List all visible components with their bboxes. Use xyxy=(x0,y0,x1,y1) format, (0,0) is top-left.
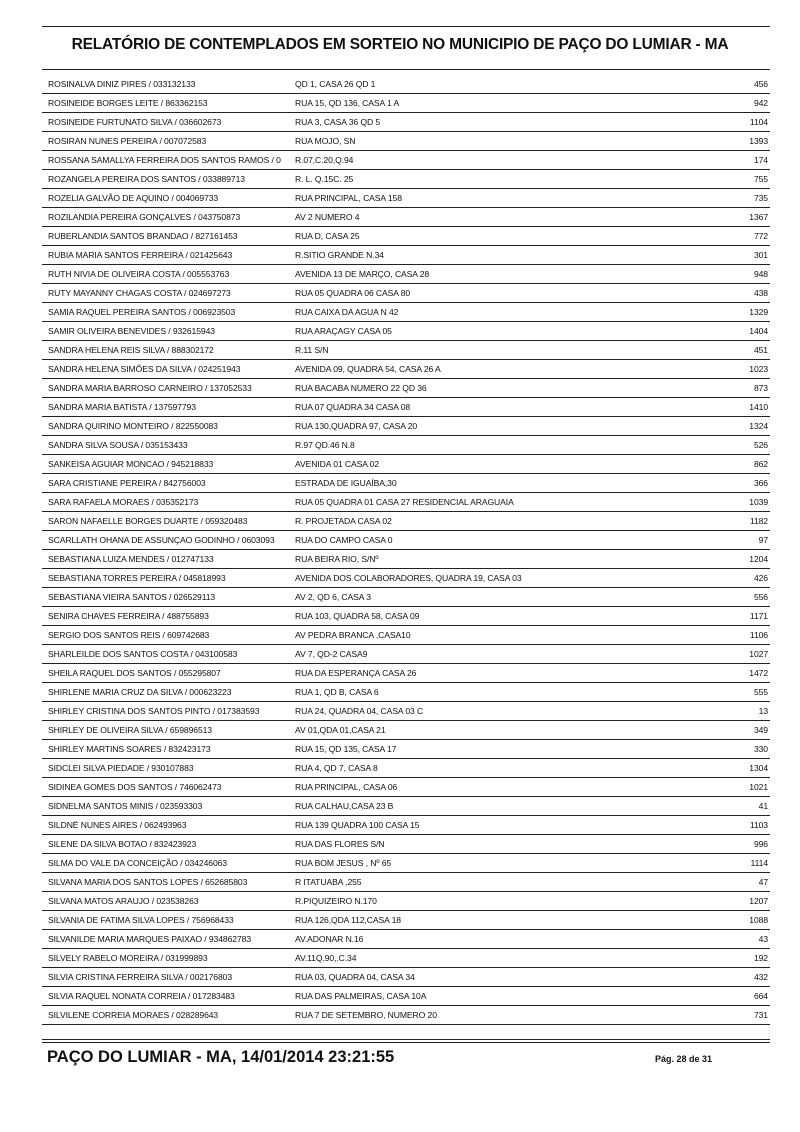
table-row xyxy=(42,968,770,987)
table-row xyxy=(42,360,770,379)
beneficiary-name-id: SHIRLEY DE OLIVEIRA SILVA / 659896513 xyxy=(48,725,212,735)
table-row xyxy=(42,341,770,360)
draw-number: 1404 xyxy=(749,326,768,336)
beneficiary-name-id: RUTH NIVIA DE OLIVEIRA COSTA / 005553763 xyxy=(48,269,230,279)
draw-number: 664 xyxy=(753,991,768,1001)
beneficiary-name-id: SILVIA CRISTINA FERREIRA SILVA / 002176803 xyxy=(48,972,232,982)
table-row xyxy=(42,132,770,151)
table-row xyxy=(42,588,770,607)
address: AVENIDA 01 CASA 02 xyxy=(295,459,380,469)
address: RUA 24, QUADRA 04, CASA 03 C xyxy=(295,706,424,716)
draw-number: 526 xyxy=(753,440,768,450)
draw-number: 731 xyxy=(753,1010,768,1020)
table-row xyxy=(42,550,770,569)
address: RUA D, CASA 25 xyxy=(295,231,360,241)
page-number: Pág. 28 de 31 xyxy=(655,1054,713,1064)
table-row xyxy=(42,1006,770,1025)
address: RUA 130,QUADRA 97, CASA 20 xyxy=(295,421,418,431)
beneficiary-name-id: SIDNELMA SANTOS MINIS / 023593303 xyxy=(48,801,203,811)
address: RUA 139 QUADRA 100 CASA 15 xyxy=(295,820,420,830)
address: AVENIDA DOS COLABORADORES, QUADRA 19, CASA 03 xyxy=(295,573,522,583)
table-row xyxy=(42,94,770,113)
address: RUA CALHAU,CASA 23 B xyxy=(295,801,394,811)
draw-number: 456 xyxy=(753,79,768,89)
table-row xyxy=(42,607,770,626)
address: RUA DAS PALMEIRAS, CASA 10A xyxy=(295,991,427,1001)
draw-number: 43 xyxy=(758,934,768,944)
draw-number: 873 xyxy=(753,383,768,393)
table-row xyxy=(42,664,770,683)
address: RUA BEIRA RIO, S/Nº xyxy=(295,554,379,564)
draw-number: 1367 xyxy=(749,212,768,222)
table-row xyxy=(42,816,770,835)
address: AV.11Q.90,.C.34 xyxy=(295,953,357,963)
address: QD 1, CASA 26 QD 1 xyxy=(295,79,376,89)
beneficiary-name-id: SANDRA MARIA BARROSO CARNEIRO / 137052533 xyxy=(48,383,252,393)
table-row xyxy=(42,227,770,246)
table-row xyxy=(42,113,770,132)
draw-number: 1324 xyxy=(749,421,768,431)
beneficiary-name-id: SEBASTIANA TORRES PEREIRA / 045818993 xyxy=(48,573,226,583)
table-row xyxy=(42,626,770,645)
beneficiary-name-id: SILVELY RABELO MOREIRA / 031999893 xyxy=(48,953,208,963)
draw-number: 426 xyxy=(753,573,768,583)
address: R ITATUABA ,255 xyxy=(295,877,362,887)
address: AV PEDRA BRANCA ,CASA10 xyxy=(295,630,411,640)
draw-number: 97 xyxy=(758,535,768,545)
address: RUA MOJO, SN xyxy=(295,136,356,146)
address: RUA 7 DE SETEMBRO, NUMERO 20 xyxy=(295,1010,437,1020)
beneficiary-name-id: SILDNË NUNES AIRES / 062493963 xyxy=(48,820,187,830)
address: AVENIDA 09, QUADRA 54, CASA 26 A xyxy=(295,364,441,374)
beneficiary-name-id: SANDRA HELENA REIS SILVA / 888302172 xyxy=(48,345,214,355)
address: RUA 07 QUADRA 34 CASA 08 xyxy=(295,402,411,412)
address: R. PROJETADA CASA 02 xyxy=(295,516,392,526)
address: RUA DA ESPERANÇA CASA 26 xyxy=(295,668,417,678)
table-row xyxy=(42,873,770,892)
address: AV 2 NUMERO 4 xyxy=(295,212,360,222)
draw-number: 556 xyxy=(753,592,768,602)
footer-rule-1 xyxy=(42,1039,770,1040)
beneficiary-name-id: SENIRA CHAVES FERREIRA / 488755893 xyxy=(48,611,209,621)
beneficiary-name-id: SHARLEILDE DOS SANTOS COSTA / 043100583 xyxy=(48,649,238,659)
address: ESTRADA DE IGUAÍBA,30 xyxy=(295,478,397,488)
draw-number: 755 xyxy=(753,174,768,184)
beneficiary-name-id: RUTY MAYANNY CHAGAS COSTA / 024697273 xyxy=(48,288,231,298)
beneficiary-name-id: RUBIA MARIA SANTOS FERREIRA / 021425643 xyxy=(48,250,233,260)
draw-number: 996 xyxy=(753,839,768,849)
table-row xyxy=(42,569,770,588)
table-row xyxy=(42,189,770,208)
beneficiary-name-id: SARA RAFAELA MORAES / 035352173 xyxy=(48,497,199,507)
draw-number: 1304 xyxy=(749,763,768,773)
footer-rule-2 xyxy=(42,1042,770,1043)
draw-number: 1171 xyxy=(749,611,768,621)
beneficiary-name-id: ROSSANA SAMALLYA FERREIRA DOS SANTOS RAMOS / 0 xyxy=(48,155,281,165)
draw-number: 174 xyxy=(753,155,768,165)
beneficiary-name-id: SERGIO DOS SANTOS REIS / 609742683 xyxy=(48,630,210,640)
header-bottom-rule xyxy=(42,69,770,70)
beneficiary-name-id: SAMIR OLIVEIRA BENEVIDES / 932615943 xyxy=(48,326,215,336)
beneficiary-name-id: SILVANILDE MARIA MARQUES PAIXAO / 934862783 xyxy=(48,934,251,944)
draw-number: 192 xyxy=(753,953,768,963)
table-row xyxy=(42,417,770,436)
address: AV 01,QDA 01,CASA 21 xyxy=(295,725,386,735)
draw-number: 735 xyxy=(753,193,768,203)
table-row xyxy=(42,987,770,1006)
address: RUA 05 QUADRA 06 CASA 80 xyxy=(295,288,411,298)
draw-number: 1021 xyxy=(749,782,768,792)
draw-number: 1329 xyxy=(749,307,768,317)
draw-number: 1472 xyxy=(749,668,768,678)
contemplated-list xyxy=(42,75,770,1025)
table-row xyxy=(42,930,770,949)
table-row xyxy=(42,645,770,664)
table-row xyxy=(42,208,770,227)
address: RUA PRINCIPAL, CASA 158 xyxy=(295,193,402,203)
table-row xyxy=(42,892,770,911)
address: RUA CAIXA DA AGUA N 42 xyxy=(295,307,399,317)
beneficiary-name-id: SIDCLEI SILVA PIEDADE / 930107883 xyxy=(48,763,194,773)
beneficiary-name-id: SANKEISA AGUIAR MONCAO / 945218833 xyxy=(48,459,214,469)
address: AV 7, QD-2 CASA9 xyxy=(295,649,368,659)
beneficiary-name-id: ROZANGELA PEREIRA DOS SANTOS / 033889713 xyxy=(48,174,245,184)
draw-number: 1207 xyxy=(749,896,768,906)
address: RUA 103, QUADRA 58, CASA 09 xyxy=(295,611,420,621)
table-row xyxy=(42,702,770,721)
beneficiary-name-id: SHIRLEY CRISTINA DOS SANTOS PINTO / 017383593 xyxy=(48,706,260,716)
beneficiary-name-id: SILVANIA DE FATIMA SILVA LOPES / 756968433 xyxy=(48,915,234,925)
address: RUA BACABA NUMERO 22 QD 36 xyxy=(295,383,427,393)
draw-number: 1103 xyxy=(749,820,768,830)
beneficiary-name-id: SARA CRISTIANE PEREIRA / 842756003 xyxy=(48,478,206,488)
address: RUA DO CAMPO CASA 0 xyxy=(295,535,393,545)
table-row xyxy=(42,303,770,322)
address: RUA 05 QUADRA 01 CASA 27 RESIDENCIAL ARAGUAIA xyxy=(295,497,514,507)
beneficiary-name-id: SANDRA SILVA SOUSA / 035153433 xyxy=(48,440,188,450)
table-row xyxy=(42,683,770,702)
draw-number: 301 xyxy=(753,250,768,260)
draw-number: 862 xyxy=(753,459,768,469)
beneficiary-name-id: SILMA DO VALE DA CONCEIÇÃO / 034246063 xyxy=(48,858,227,868)
table-row xyxy=(42,797,770,816)
draw-number: 330 xyxy=(753,744,768,754)
beneficiary-name-id: SEBASTIANA LUIZA MENDES / 012747133 xyxy=(48,554,214,564)
draw-number: 47 xyxy=(758,877,768,887)
table-row xyxy=(42,949,770,968)
beneficiary-name-id: SHIRLEY MARTINS SOARES / 832423173 xyxy=(48,744,211,754)
table-row xyxy=(42,322,770,341)
address: AV.ADONAR N.16 xyxy=(295,934,364,944)
table-row xyxy=(42,854,770,873)
table-row xyxy=(42,265,770,284)
beneficiary-name-id: SHIRLENE MARIA CRUZ DA SILVA / 000623223 xyxy=(48,687,232,697)
draw-number: 1106 xyxy=(749,630,768,640)
beneficiary-name-id: SILVIA RAQUEL NONATA CORREIA / 017283483 xyxy=(48,991,235,1001)
beneficiary-name-id: ROSINALVA DINIZ PIRES / 033132133 xyxy=(48,79,196,89)
address: RUA 1, QD B, CASA 6 xyxy=(295,687,379,697)
draw-number: 41 xyxy=(758,801,768,811)
table-row xyxy=(42,170,770,189)
beneficiary-name-id: SIDINEA GOMES DOS SANTOS / 746062473 xyxy=(48,782,222,792)
draw-number: 451 xyxy=(753,345,768,355)
footer-place-datetime: PAÇO DO LUMIAR - MA, 14/01/2014 23:21:55 xyxy=(47,1048,395,1066)
table-row xyxy=(42,512,770,531)
beneficiary-name-id: SILVILENE CORREIA MORAES / 028289643 xyxy=(48,1010,219,1020)
beneficiary-name-id: SAMIA RAQUEL PEREIRA SANTOS / 006923503 xyxy=(48,307,236,317)
beneficiary-name-id: SANDRA MARIA BATISTA / 137597793 xyxy=(48,402,196,412)
draw-number: 438 xyxy=(753,288,768,298)
draw-number: 1023 xyxy=(749,364,768,374)
address: RUA BOM JESUS , Nº 65 xyxy=(295,858,392,868)
table-row xyxy=(42,379,770,398)
address: R.07,C.20,Q.94 xyxy=(295,155,354,165)
beneficiary-name-id: ROSINEIDE BORGES LEITE / 863362153 xyxy=(48,98,208,108)
address: R.SITIO GRANDE N.34 xyxy=(295,250,384,260)
table-row xyxy=(42,151,770,170)
table-row xyxy=(42,474,770,493)
address: RUA PRINCIPAL, CASA 06 xyxy=(295,782,398,792)
draw-number: 1088 xyxy=(749,915,768,925)
draw-number: 942 xyxy=(753,98,768,108)
draw-number: 555 xyxy=(753,687,768,697)
table-row xyxy=(42,436,770,455)
address: R.PIQUIZEIRO N.170 xyxy=(295,896,377,906)
table-row xyxy=(42,721,770,740)
table-row xyxy=(42,493,770,512)
draw-number: 366 xyxy=(753,478,768,488)
address: R.11 S/N xyxy=(295,345,329,355)
draw-number: 432 xyxy=(753,972,768,982)
table-row xyxy=(42,398,770,417)
table-row xyxy=(42,75,770,94)
beneficiary-name-id: SILVANA MARIA DOS SANTOS LOPES / 652685803 xyxy=(48,877,248,887)
beneficiary-name-id: SILENE DA SILVA BOTAO / 832423923 xyxy=(48,839,197,849)
draw-number: 1410 xyxy=(749,402,768,412)
beneficiary-name-id: SHEILA RAQUEL DOS SANTOS / 055295807 xyxy=(48,668,221,678)
address: R. L. Q.15C. 25 xyxy=(295,174,354,184)
draw-number: 349 xyxy=(753,725,768,735)
draw-number: 13 xyxy=(758,706,768,716)
draw-number: 948 xyxy=(753,269,768,279)
report-title: RELATÓRIO DE CONTEMPLADOS EM SORTEIO NO MUNICIPIO DE PAÇO DO LUMIAR - MA xyxy=(71,36,729,53)
address: R.97 QD.46 N.8 xyxy=(295,440,355,450)
beneficiary-name-id: SEBASTIANA VIEIRA SANTOS / 026529113 xyxy=(48,592,216,602)
beneficiary-name-id: RUBERLANDIA SANTOS BRANDAO / 827161453 xyxy=(48,231,238,241)
table-row xyxy=(42,740,770,759)
beneficiary-name-id: SANDRA QUIRINO MONTEIRO / 822550083 xyxy=(48,421,218,431)
address: RUA 126,QDA 112,CASA 18 xyxy=(295,915,401,925)
address: AV 2, QD 6, CASA 3 xyxy=(295,592,371,602)
table-row xyxy=(42,455,770,474)
beneficiary-name-id: ROSINEIDE FURTUNATO SILVA / 036602673 xyxy=(48,117,222,127)
address: RUA 15, QD 135, CASA 17 xyxy=(295,744,397,754)
address: RUA 4, QD 7, CASA 8 xyxy=(295,763,378,773)
draw-number: 1114 xyxy=(750,858,768,868)
address: RUA 3, CASA 36 QD 5 xyxy=(295,117,381,127)
address: RUA ARAÇAGY CASA 05 xyxy=(295,326,392,336)
draw-number: 1393 xyxy=(749,136,768,146)
draw-number: 772 xyxy=(753,231,768,241)
table-row xyxy=(42,778,770,797)
table-row xyxy=(42,911,770,930)
beneficiary-name-id: SILVANA MATOS ARAUJO / 023538263 xyxy=(48,896,199,906)
beneficiary-name-id: SCARLLATH OHANA DE ASSUNÇAO GODINHO / 0603093 xyxy=(48,535,275,545)
draw-number: 1204 xyxy=(749,554,768,564)
draw-number: 1182 xyxy=(749,516,768,526)
table-row xyxy=(42,246,770,265)
table-row xyxy=(42,759,770,778)
beneficiary-name-id: ROSIRAN NUNES PEREIRA / 007072583 xyxy=(48,136,207,146)
beneficiary-name-id: SARON NAFAELLE BORGES DUARTE / 059320483 xyxy=(48,516,248,526)
beneficiary-name-id: ROZILANDIA PEREIRA GONÇALVES / 043750873 xyxy=(48,212,241,222)
draw-number: 1027 xyxy=(749,649,768,659)
address: RUA DAS FLORES S/N xyxy=(295,839,385,849)
draw-number: 1039 xyxy=(749,497,768,507)
header-top-rule xyxy=(42,26,770,27)
beneficiary-name-id: ROZELIA GALVÃO DE AQUINO / 004069733 xyxy=(48,193,219,203)
address: AVENIDA 13 DE MARÇO, CASA 28 xyxy=(295,269,430,279)
beneficiary-name-id: SANDRA HELENA SIMÕES DA SILVA / 024251943 xyxy=(48,364,241,374)
address: RUA 15, QD 136, CASA 1 A xyxy=(295,98,400,108)
table-row xyxy=(42,835,770,854)
table-row xyxy=(42,284,770,303)
draw-number: 1104 xyxy=(749,117,768,127)
table-row xyxy=(42,531,770,550)
address: RUA 03, QUADRA 04, CASA 34 xyxy=(295,972,415,982)
